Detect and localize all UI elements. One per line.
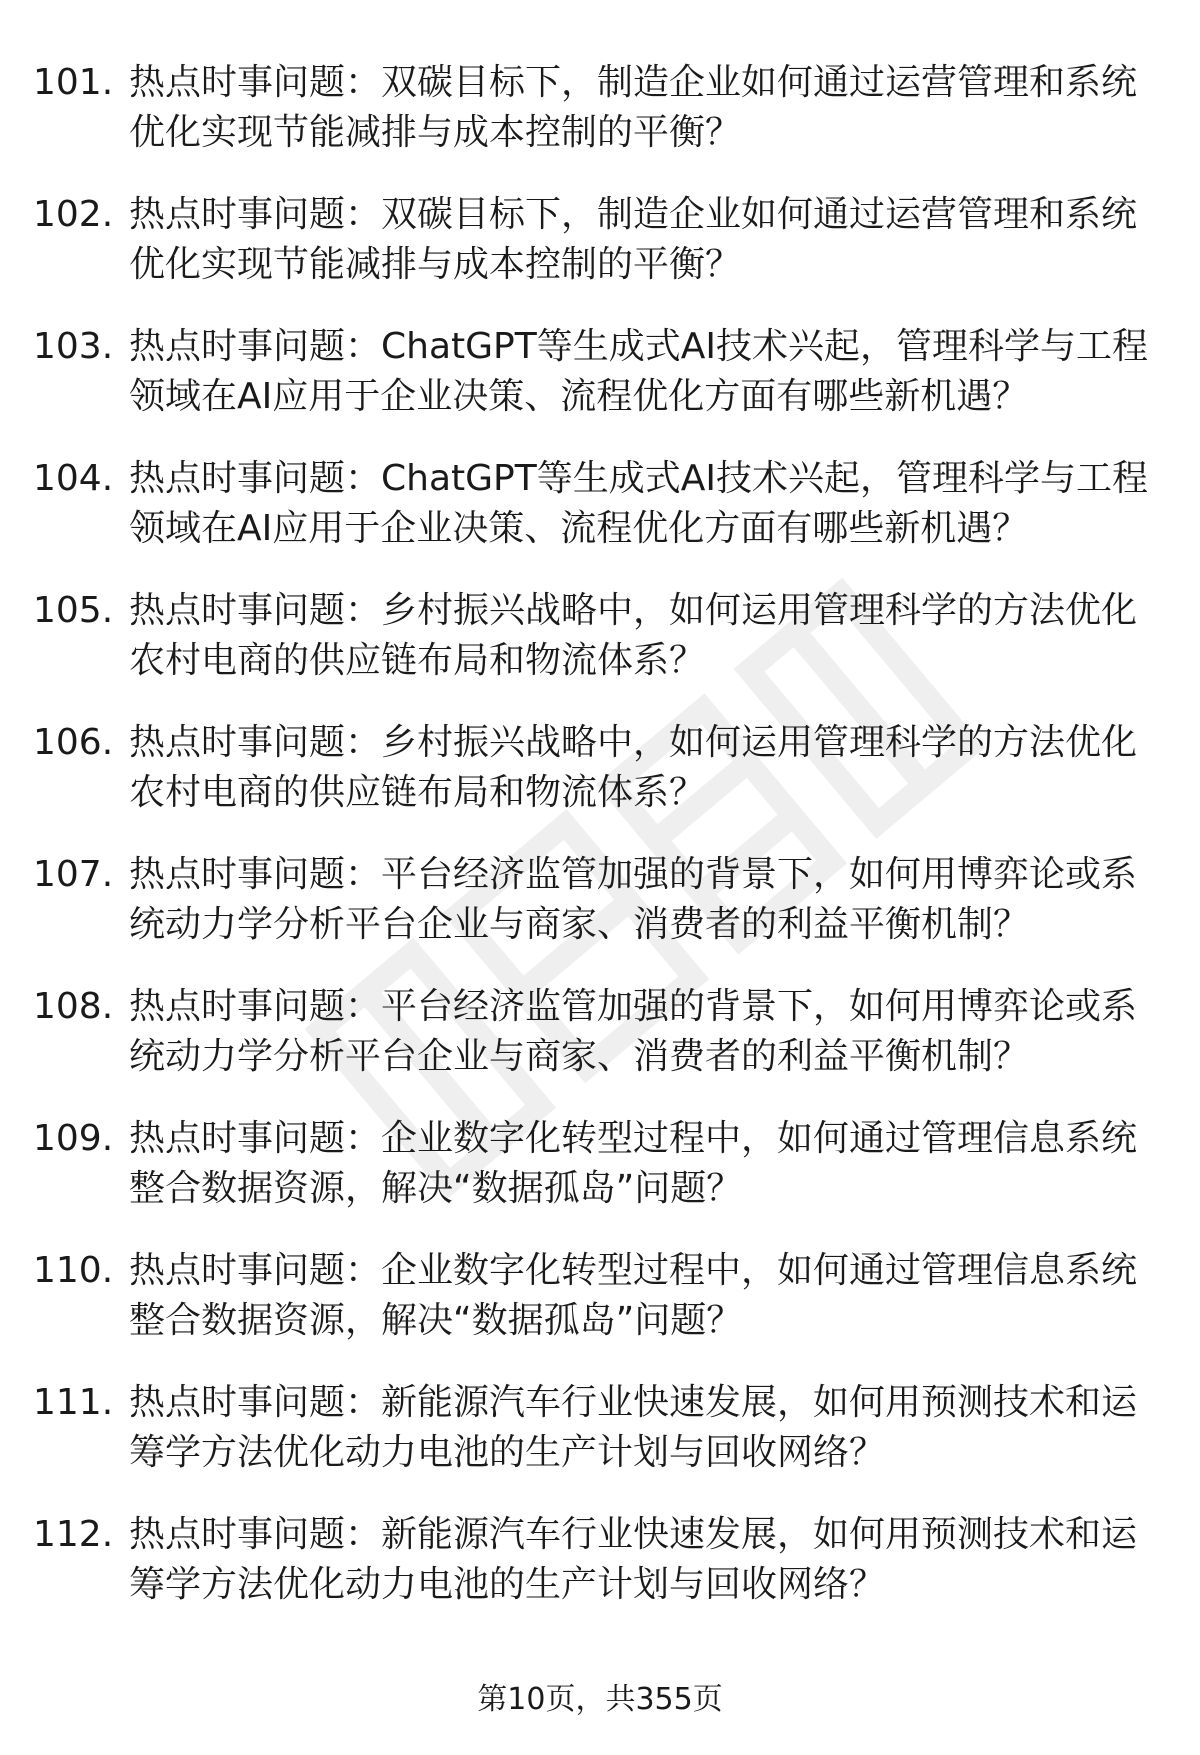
question-line: 整合数据资源，解决“数据孤岛”问题？ bbox=[129, 1300, 743, 1341]
question-line: 统动力学分析平台企业与商家、消费者的利益平衡机制？ bbox=[129, 1036, 1030, 1077]
question-text bbox=[129, 454, 1169, 554]
question-number: 111. bbox=[33, 1382, 114, 1423]
question-line: 筹学方法优化动力电池的生产计划与回收网络？ bbox=[129, 1564, 886, 1605]
question-number: 105. bbox=[33, 590, 114, 631]
question-text bbox=[129, 1114, 1169, 1214]
question-number: 107. bbox=[33, 854, 114, 895]
question-line: 热点时事问题：双碳目标下，制造企业如何通过运营管理和系统 bbox=[129, 194, 1138, 235]
question-text bbox=[129, 1378, 1169, 1478]
question-number: 102. bbox=[33, 194, 114, 235]
question-item bbox=[33, 850, 1173, 982]
question-number: 112. bbox=[33, 1514, 114, 1555]
question-line: 热点时事问题：平台经济监管加强的背景下，如何用博弈论或系 bbox=[129, 854, 1138, 895]
question-number: 104. bbox=[33, 458, 114, 499]
question-line: 热点时事问题：乡村振兴战略中，如何运用管理科学的方法优化 bbox=[129, 590, 1138, 631]
question-line: 热点时事问题：乡村振兴战略中，如何运用管理科学的方法优化 bbox=[129, 722, 1138, 763]
question-item bbox=[33, 982, 1173, 1114]
question-number: 103. bbox=[33, 326, 114, 367]
question-item bbox=[33, 1246, 1173, 1378]
question-line: 领域在AI应用于企业决策、流程优化方面有哪些新机遇？ bbox=[129, 508, 1029, 549]
question-line: 优化实现节能减排与成本控制的平衡？ bbox=[129, 244, 742, 285]
question-line: 热点时事问题：企业数字化转型过程中，如何通过管理信息系统 bbox=[129, 1250, 1138, 1291]
question-item bbox=[33, 718, 1173, 850]
question-item bbox=[33, 1114, 1173, 1246]
question-text bbox=[129, 982, 1169, 1082]
question-line: 整合数据资源，解决“数据孤岛”问题？ bbox=[129, 1168, 743, 1209]
question-line: 热点时事问题：ChatGPT等生成式AI技术兴起，管理科学与工程 bbox=[129, 458, 1148, 499]
question-line: 优化实现节能减排与成本控制的平衡？ bbox=[129, 112, 742, 153]
question-text bbox=[129, 1510, 1169, 1610]
question-item bbox=[33, 190, 1173, 322]
question-line: 统动力学分析平台企业与商家、消费者的利益平衡机制？ bbox=[129, 904, 1030, 945]
question-line: 热点时事问题：新能源汽车行业快速发展，如何用预测技术和运 bbox=[129, 1514, 1138, 1555]
question-number: 108. bbox=[33, 986, 114, 1027]
question-text bbox=[129, 586, 1169, 686]
question-number: 110. bbox=[33, 1250, 114, 1291]
question-text bbox=[129, 190, 1169, 290]
question-list bbox=[33, 58, 1173, 1642]
question-line: 农村电商的供应链布局和物流体系？ bbox=[129, 772, 706, 813]
question-line: 热点时事问题：平台经济监管加强的背景下，如何用博弈论或系 bbox=[129, 986, 1138, 1027]
page-footer: 第10页，共355页 bbox=[477, 1682, 723, 1717]
question-text bbox=[129, 718, 1169, 818]
question-item bbox=[33, 1378, 1173, 1510]
question-text bbox=[129, 850, 1169, 950]
question-text bbox=[129, 1246, 1169, 1346]
question-number: 106. bbox=[33, 722, 114, 763]
question-number: 109. bbox=[33, 1118, 114, 1159]
question-line: 领域在AI应用于企业决策、流程优化方面有哪些新机遇？ bbox=[129, 376, 1029, 417]
question-text bbox=[129, 322, 1169, 422]
question-item bbox=[33, 586, 1173, 718]
question-line: 热点时事问题：ChatGPT等生成式AI技术兴起，管理科学与工程 bbox=[129, 326, 1148, 367]
question-line: 热点时事问题：双碳目标下，制造企业如何通过运营管理和系统 bbox=[129, 62, 1138, 103]
question-line: 农村电商的供应链布局和物流体系？ bbox=[129, 640, 706, 681]
question-line: 热点时事问题：新能源汽车行业快速发展，如何用预测技术和运 bbox=[129, 1382, 1138, 1423]
question-item bbox=[33, 454, 1173, 586]
question-line: 筹学方法优化动力电池的生产计划与回收网络？ bbox=[129, 1432, 886, 1473]
question-text bbox=[129, 58, 1169, 158]
question-line: 热点时事问题：企业数字化转型过程中，如何通过管理信息系统 bbox=[129, 1118, 1138, 1159]
question-item bbox=[33, 58, 1173, 190]
question-number: 101. bbox=[33, 62, 114, 103]
question-item bbox=[33, 322, 1173, 454]
question-item bbox=[33, 1510, 1173, 1642]
